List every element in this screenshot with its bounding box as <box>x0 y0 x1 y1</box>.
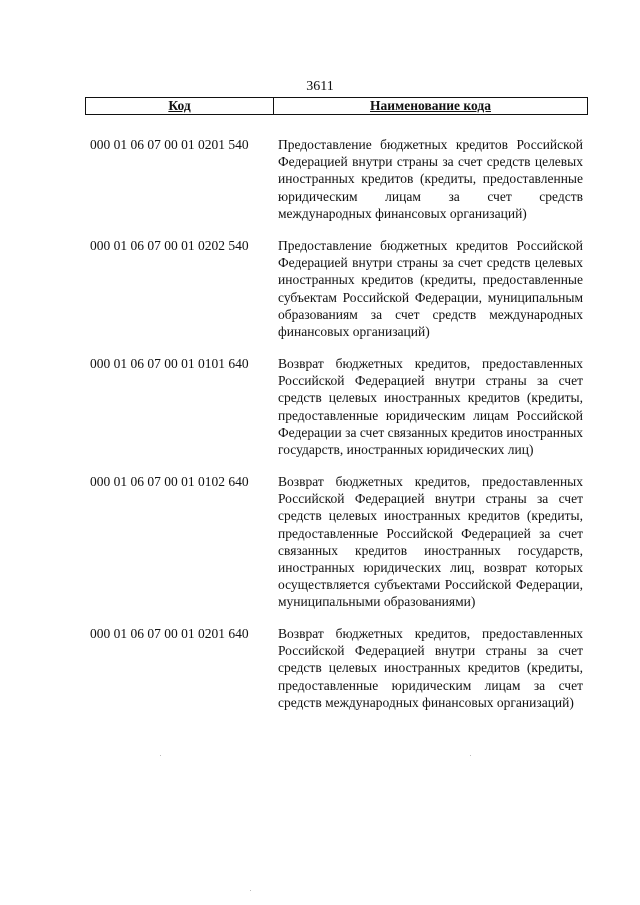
column-header-code: Код <box>86 98 274 114</box>
entry-code: 000 01 06 07 00 01 0201 540 <box>90 137 249 152</box>
scan-speck <box>470 755 471 756</box>
entry-description: Возврат бюджетных кредитов, предоставленных Российской Федерацией внутри страны за счет средств целевых иностранных кредитов (кредиты, предоставленные Российской Федерацией за счет связанных кредитов иностранных государств, иностранных юридических лиц, возврат которых осуществляется субъектами Российской Федерации, муниципальными образованиями) <box>278 474 583 610</box>
entry-code: 000 01 06 07 00 01 0102 640 <box>90 474 249 489</box>
page-number: 3611 <box>306 79 334 94</box>
scan-speck <box>160 755 161 756</box>
code-entry <box>90 136 590 222</box>
code-entry <box>90 237 590 340</box>
scan-speck <box>250 890 251 891</box>
entry-code: 000 01 06 07 00 01 0201 640 <box>90 626 249 641</box>
entry-description: Возврат бюджетных кредитов, предоставленных Российской Федерацией внутри страны за счет средств целевых иностранных кредитов (кредиты, предоставленные юридическим лицам Российской Федерации за счет связанных кредитов иностранных государств, иностранных юридических лиц) <box>278 356 584 458</box>
entry-description: Возврат бюджетных кредитов, предоставленных Российской Федерацией внутри страны за счет средств целевых иностранных кредитов (кредиты, предоставленные юридическим лицам за счет средств международных финансовых организаций) <box>278 626 583 710</box>
entry-code: 000 01 06 07 00 01 0101 640 <box>90 356 249 371</box>
table-header <box>85 97 588 115</box>
entry-description: Предоставление бюджетных кредитов Российской Федерацией внутри страны за счет средств целевых иностранных кредитов (кредиты, предоставленные юридическим лицам за счет средств международных финансовых организаций) <box>278 137 583 221</box>
code-entry <box>90 473 590 611</box>
entry-code: 000 01 06 07 00 01 0202 540 <box>90 238 249 253</box>
code-entry <box>90 625 590 711</box>
entry-description: Предоставление бюджетных кредитов Российской Федерацией внутри страны за счет средств целевых иностранных кредитов (кредиты, предоставленные субъектам Российской Федерации, муниципальным образованиям за счет средств международных финансовых организаций) <box>278 238 583 340</box>
column-header-name: Наименование кода <box>370 98 491 113</box>
code-entry <box>90 355 590 458</box>
